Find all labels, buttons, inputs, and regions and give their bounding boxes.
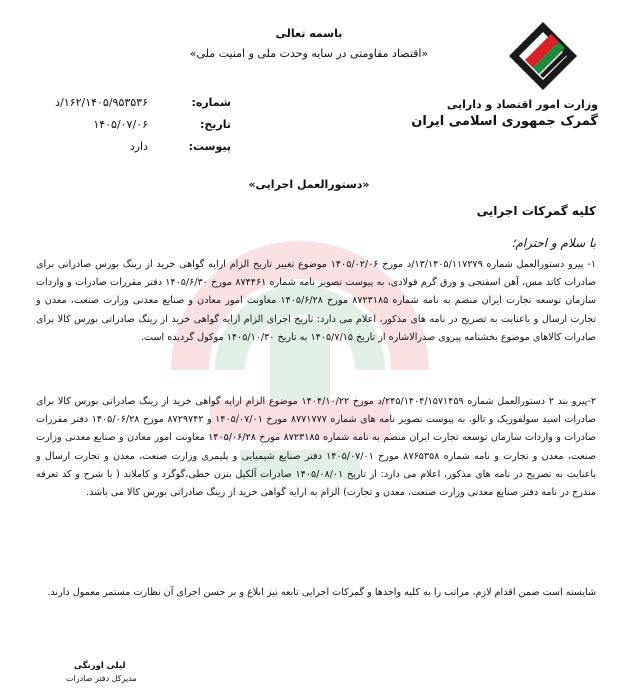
- organization-name: گمرک جمهوری اسلامی ایران: [411, 114, 598, 129]
- attachment-label: پیوست:: [188, 140, 231, 153]
- number-value: ۱۶۲/۱۴۰۵/۹۵۳۵۳۶/د: [55, 96, 148, 109]
- body-paragraph-2: ۲-پیرو بند ۲ دستورالعمل شماره ۲۴۵/۱۴۰۴/۱۵۷۱۴۵۹/د مورخ ۱۴۰۴/۱۰/۲۲ موضوع الزام ارایه گواهی خرید از رینگ صادراتی بورس کالا برای صادرات اسید سولفوریک و تالو، به پیوست تصویر نامه های شماره ۸۷۷۱۷۷۷ مورخ ۱۴۰۵/۰۷/۰۱ و ۸۷۲۹۷۴۲ مورخ ۱۴۰۵/۰۶/۲۸ دفتر مقررات صادرات و واردات سازمان توسعه تجارت ایران منضم به نامه شماره ۸۷۲۳۱۸۵ مورخ ۱۴۰۵/۰۶/۲۸ معاونت امور معادن و صنایع معدنی وزارت صنعت، معدن و تجارت و نامه شماره ۸۷۶۵۳۵۸ مورخ ۱۴۰۵/۰۷/۰۱ دفتر صنایع شیمیایی و پلیمری وزارت صنعت، معدن و تجارت ارسال و باعنایت به تصریح در نامه های مذکور، اعلام می دارد: از تاریخ ۱۴۰۵/۰۸/۰۱ صادرات آلکیل بنزن خطی،گوگرد و کاملاند ( با شرح و کد تعرفه مندرج در نامه دفتر صنایع معدنی وزارت صنعت، معدن و تجارت) الزام به ارایه گواهی خرید از رینگ صادراتی بورس کالا می باشد.: [36, 396, 596, 499]
- motto-line: «اقتصاد مقاومتی در سایه وحدت ملی و امنیت ملی»: [189, 47, 429, 60]
- body-paragraph-1: ۱- پیرو دستورالعمل شماره ۱۳/۱۴۰۵/۱۱۷۲۷۹/د مورخ ۱۴۰۵/۰۲/۰۶ موضوع تغییر تاریخ الزام ارایه گواهی خرید از رینگ بورس صادراتی برای صادرات کاتد مس، آهن اسفنجی و ورق گرم فولادی، به پیوست تصویر نامه شماره ۸۷۴۴۶۱ مورخ ۱۴۰۵/۶/۳۰ دفتر مقررات صادرات و واردات سازمان توسعه تجارت ایران منضم به نامه شماره ۸۷۲۳۱۸۵ مورخ ۱۴۰۵/۶/۲۸ معاونت امور معادن و صنایع معدنی وزارت صنعت، معدن و تجارت ارسال و باعنایت به تصریح در نامه های مذکور، اعلام می دارد: تاریخ اجرای الزام ارایه گواهی خرید از رینگ صادراتی بورس کالا برای صادرات کالاهای موضوع بخشنامه پیروی صدرالاشاره از تاریخ ۱۴۰۵/۷/۱۵ به تاریخ ۱۴۰۵/۱۰/۳۰ موکول گردیده است.: [36, 259, 597, 343]
- basmala-heading: باسمه تعالی: [275, 27, 343, 40]
- number-label: شماره:: [191, 96, 231, 109]
- date-value: ۱۴۰۵/۰۷/۰۶: [93, 118, 148, 131]
- body-paragraph-3: شایسته است ضمن اقدام لازم، مراتب را به کلیه واحدها و گمرکات اجرایی تابعه نیز ابلاغ و بر حسن اجرای آن نظارت مستمر معمول دارند.: [47, 587, 596, 598]
- ministry-name: وزارت امور اقتصاد و دارایی: [446, 98, 598, 111]
- signer-name: لیلی اورنگی: [74, 661, 126, 671]
- recipient-line: کلیه گمرکات اجرایی: [476, 204, 596, 218]
- signer-position: مدیرکل دفتر صادرات: [66, 674, 137, 683]
- date-label: تاریخ:: [199, 118, 231, 131]
- attachment-value: دارد: [129, 140, 148, 153]
- greeting-line: با سلام و احترام؛: [511, 236, 596, 250]
- document-title: «دستورالعمل اجرایی»: [248, 178, 370, 191]
